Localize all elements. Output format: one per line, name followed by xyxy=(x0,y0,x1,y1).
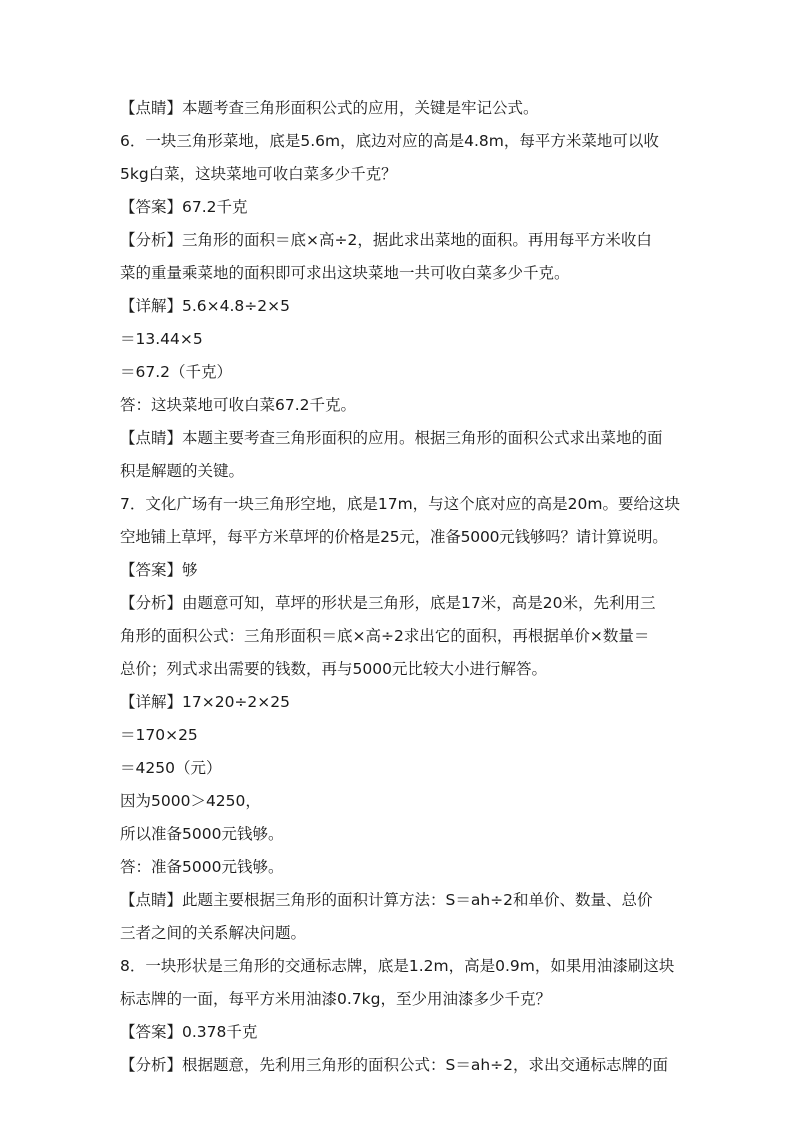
analysis-line: 【分析】由题意可知，草坪的形状是三角形，底是17米，高是20米，先利用三 xyxy=(120,594,656,612)
analysis-line: 总价；列式求出需要的钱数，再与5000元比较大小进行解答。 xyxy=(120,660,547,678)
comment-line: 【点睛】此题主要根据三角形的面积计算方法：S＝ah÷2和单价、数量、总价 xyxy=(120,891,653,909)
analysis-line: 菜的重量乘菜地的面积即可求出这块菜地一共可收白菜多少千克。 xyxy=(120,264,570,282)
question-line: 8．一块形状是三角形的交通标志牌，底是1.2m，高是0.9m，如果用油漆刷这块 xyxy=(120,957,675,975)
analysis-line: 【分析】三角形的面积＝底×高÷2，据此求出菜地的面积。再用每平方米收白 xyxy=(120,231,652,249)
detail-line: 【详解】17×20÷2×25 xyxy=(120,693,290,711)
analysis-line: 角形的面积公式：三角形面积＝底×高÷2求出它的面积，再根据单价×数量＝ xyxy=(120,627,650,645)
comment-line: 三者之间的关系解决问题。 xyxy=(120,924,307,942)
detail-line: 因为5000＞4250， xyxy=(120,792,261,810)
question-line: 空地铺上草坪，每平方米草坪的价格是25元，准备5000元钱够吗？请计算说明。 xyxy=(120,528,668,546)
reply-line: 答：准备5000元钱够。 xyxy=(120,858,284,876)
question-line: 6．一块三角形菜地，底是5.6m，底边对应的高是4.8m，每平方米菜地可以收 xyxy=(120,132,659,150)
detail-line: ＝4250（元） xyxy=(120,759,222,777)
detail-line: ＝13.44×5 xyxy=(120,330,203,348)
answer-line: 【答案】0.378千克 xyxy=(120,1023,258,1041)
answer-line: 【答案】67.2千克 xyxy=(120,198,248,216)
analysis-line: 【分析】根据题意，先利用三角形的面积公式：S＝ah÷2，求出交通标志牌的面 xyxy=(120,1056,669,1074)
reply-line: 答：这块菜地可收白菜67.2千克。 xyxy=(120,396,357,414)
comment-line: 积是解题的关键。 xyxy=(120,462,245,480)
text-line: 【点睛】本题考查三角形面积公式的应用，关键是牢记公式。 xyxy=(120,99,539,117)
question-line: 标志牌的一面，每平方米用油漆0.7kg，至少用油漆多少千克？ xyxy=(120,990,551,1008)
detail-line: ＝170×25 xyxy=(120,726,198,744)
answer-line: 【答案】够 xyxy=(120,561,198,579)
detail-line: ＝67.2（千克） xyxy=(120,363,233,381)
detail-line: 所以准备5000元钱够。 xyxy=(120,825,284,843)
question-line: 7．文化广场有一块三角形空地，底是17m，与这个底对应的高是20m。要给这块 xyxy=(120,495,681,513)
detail-line: 【详解】5.6×4.8÷2×5 xyxy=(120,297,290,315)
question-line: 5kg白菜，这块菜地可收白菜多少千克？ xyxy=(120,165,397,183)
comment-line: 【点睛】本题主要考查三角形面积的应用。根据三角形的面积公式求出菜地的面 xyxy=(120,429,663,447)
